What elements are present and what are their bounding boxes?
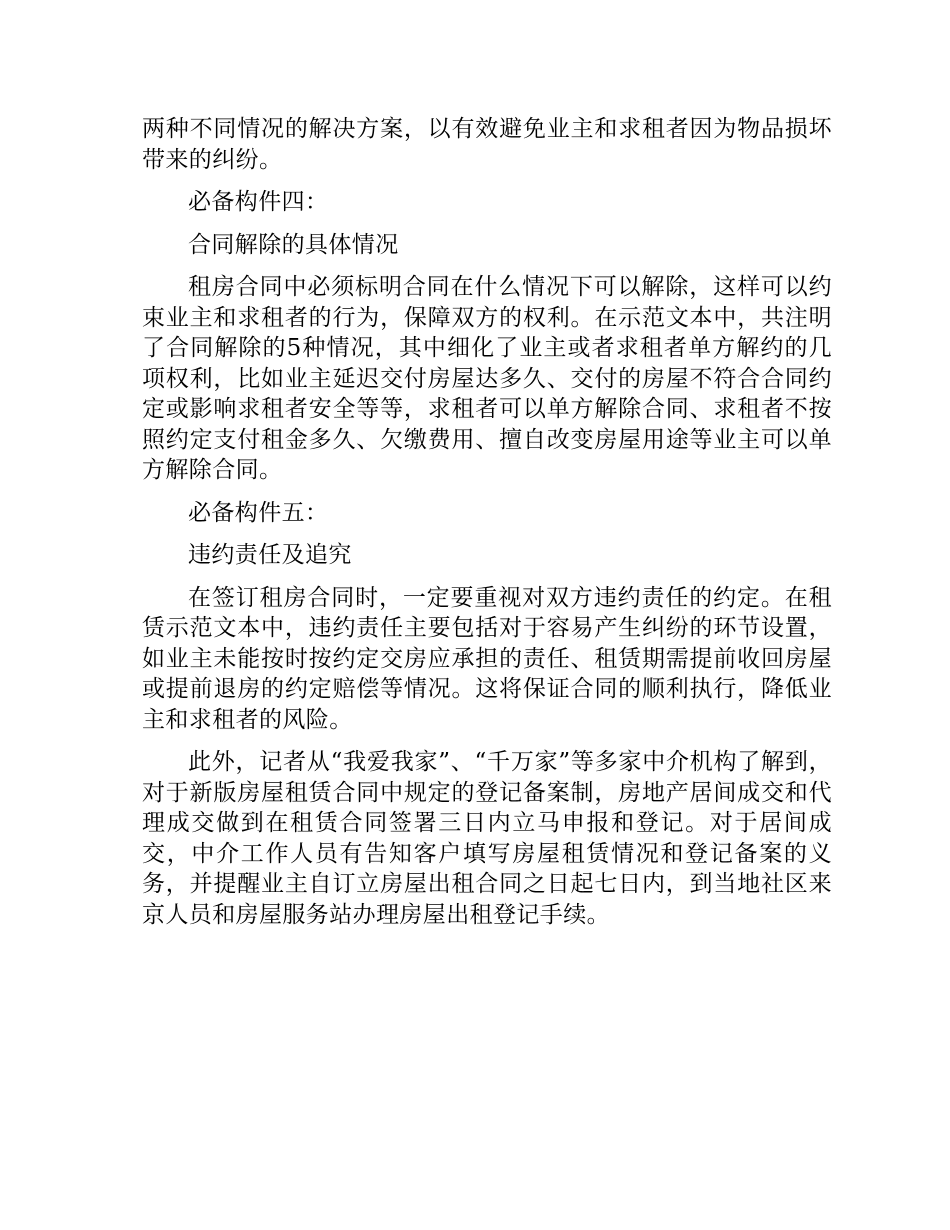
paragraph-termination-details: 租房合同中必须标明合同在什么情况下可以解除，这样可以约束业主和求租者的行为，保障双方的权利。在示范文本中，共注明了合同解除的5种情况，其中细化了业主或者求租者单方解约的几项权利，比如业主延迟交付房屋达多久、交付的房屋不符合合同约定或影响求租者安全等等，求租者可以单方解除合同、求租者不按照约定支付租金多久、欠缴费用、擅自改变房屋用途等业主可以单方解除合同。: [142, 274, 832, 483]
paragraph-registration: 此外，记者从“我爱我家”、“千万家”等多家中介机构了解到，对于新版房屋租赁合同中规定的登记备案制，房地产居间成交和代理成交做到在租赁合同签署三日内立马申报和登记。对于居间成交，中介工作人员有告知客户填写房屋租赁情况和登记备案的义务，并提醒业主自订立房屋出租合同之日起七日内，到当地社区来京人员和房屋服务站办理房屋出租登记手续。: [142, 749, 832, 928]
section-heading-breach-liability: 违约责任及追究: [188, 542, 352, 568]
section-label-component-5: 必备构件五：: [188, 499, 329, 526]
section-label-component-4: 必备构件四：: [188, 189, 329, 215]
section-heading-contract-termination: 合同解除的具体情况: [188, 231, 399, 258]
document-page: [142, 114, 832, 930]
paragraph-continuation: 两种不同情况的解决方案，以有效避免业主和求租者因为物品损坏带来的纠纷。: [142, 116, 832, 173]
paragraph-breach-details: 在签订租房合同时，一定要重视对双方违约责任的约定。在租赁示范文本中，违约责任主要包括对于容易产生纠纷的环节设置，如业主未能按时按约定交房应承担的责任、租赁期需提前收回房屋或提前退房的约定赔偿等情况。这将保证合同的顺利执行，降低业主和求租者的风险。: [142, 584, 832, 733]
